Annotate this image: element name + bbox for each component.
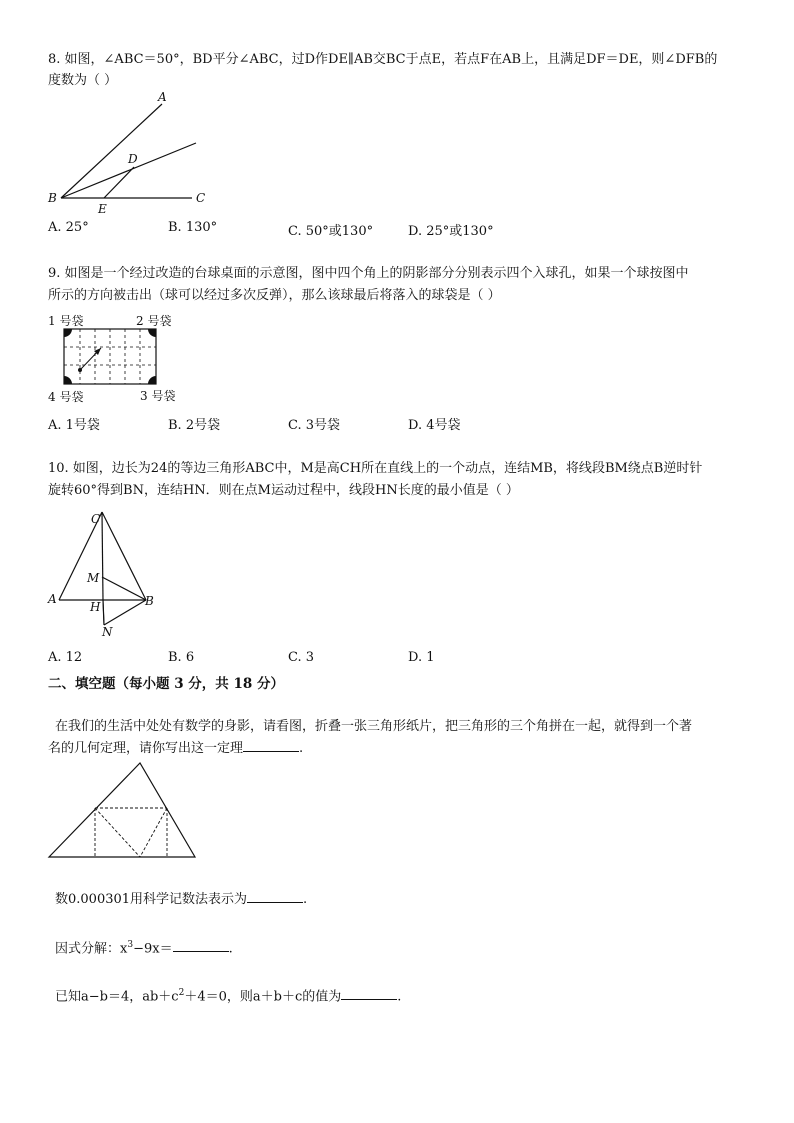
q10-label-n: N <box>102 625 113 639</box>
f4-answer-blank[interactable] <box>341 999 397 1000</box>
q9-choice-b[interactable]: B. 2号袋 <box>168 418 221 433</box>
q8-stem-line2: 度数为（ ） <box>48 73 118 88</box>
q10-choice-a[interactable]: A. 12 <box>48 650 83 665</box>
pocket-label-2: 2 号袋 <box>136 314 172 328</box>
q10-label-a: A <box>48 592 57 606</box>
f4-text-middle: ＋4＝0，则a＋b＋c的值为 <box>184 989 342 1005</box>
q8-choice-d[interactable]: D. 25°或130° <box>408 224 494 239</box>
q8-label-e: E <box>98 202 107 216</box>
f2-period: . <box>303 892 308 907</box>
f3-period: . <box>228 941 233 957</box>
f1-text: 名的几何定理，请你写出这一定理 <box>48 741 244 756</box>
q10-choice-d[interactable]: D. 1 <box>408 650 435 665</box>
f4-exponent: 2 <box>178 988 185 998</box>
f1-period: . <box>299 741 304 756</box>
q9-stem-line2: 所示的方向被击出（球可以经过多次反弹），那么该球最后将落入的球袋是（ ） <box>48 288 501 303</box>
f3-exponent: 3 <box>127 940 134 950</box>
f3-text-middle: −9x＝ <box>133 941 173 957</box>
q8-label-d: D <box>128 152 138 166</box>
pocket-label-3: 3 号袋 <box>140 389 176 403</box>
q10-choice-b[interactable]: B. 6 <box>168 650 195 665</box>
q8-choice-b[interactable]: B. 130° <box>168 220 218 235</box>
f4-text: 已知a−b＝4，ab＋c <box>55 989 179 1005</box>
q10-stem-line1: 10. 如图，边长为24的等边三角形ABC中，M是高CH所在直线上的一个动点，连结MB，将线段BM绕点B逆时针 <box>48 461 703 476</box>
f3-line <box>55 935 755 959</box>
q10-label-h: H <box>90 600 101 614</box>
q9-choice-d[interactable]: D. 4号袋 <box>408 418 461 433</box>
f1-stem-line1: 在我们的生活中处处有数学的身影，请看图，折叠一张三角形纸片，把三角形的三个角拼在一起，就得到一个著 <box>55 719 693 734</box>
q9-stem-line1: 9. 如图是一个经过改造的台球桌面的示意图，图中四个角上的阴影部分分别表示四个入球孔，如果一个球按图中 <box>48 266 689 281</box>
q9-choice-a[interactable]: A. 1号袋 <box>48 418 100 433</box>
q8-label-c: C <box>196 191 206 205</box>
f3-text: 因式分解：x <box>55 941 128 957</box>
q8-label-b: B <box>48 191 57 205</box>
f4-period: . <box>397 989 402 1005</box>
f2-text: 数0.000301用科学记数法表示为 <box>55 892 248 907</box>
q10-label-b: B <box>145 594 154 608</box>
q8-choice-a[interactable]: A. 25° <box>48 220 89 235</box>
section-title: 二、填空题（每小题 3 分，共 18 分） <box>48 676 284 692</box>
q10-choice-c[interactable]: C. 3 <box>288 650 315 665</box>
q8-label-a: A <box>158 90 167 104</box>
f2-line <box>55 889 755 910</box>
f2-answer-blank[interactable] <box>247 902 303 903</box>
q10-stem-line2: 旋转60°得到BN，连结HN．则在点M运动过程中，线段HN长度的最小值是（ ） <box>48 483 519 498</box>
pocket-label-1: 1 号袋 <box>48 314 84 328</box>
q10-label-m: M <box>87 571 100 585</box>
q9-choice-c[interactable]: C. 3号袋 <box>288 418 341 433</box>
pocket-label-4: 4 号袋 <box>48 390 84 404</box>
q10-label-c: C <box>91 512 101 526</box>
f3-answer-blank[interactable] <box>173 951 229 952</box>
q8-choice-c[interactable]: C. 50°或130° <box>288 224 374 239</box>
q8-stem-line1: 8. 如图，∠ABC＝50°，BD平分∠ABC，过D作DE∥AB交BC于点E，若点F在AB上，且满足DF＝DE，则∠DFB的 <box>48 52 718 67</box>
f4-line <box>55 983 755 1007</box>
